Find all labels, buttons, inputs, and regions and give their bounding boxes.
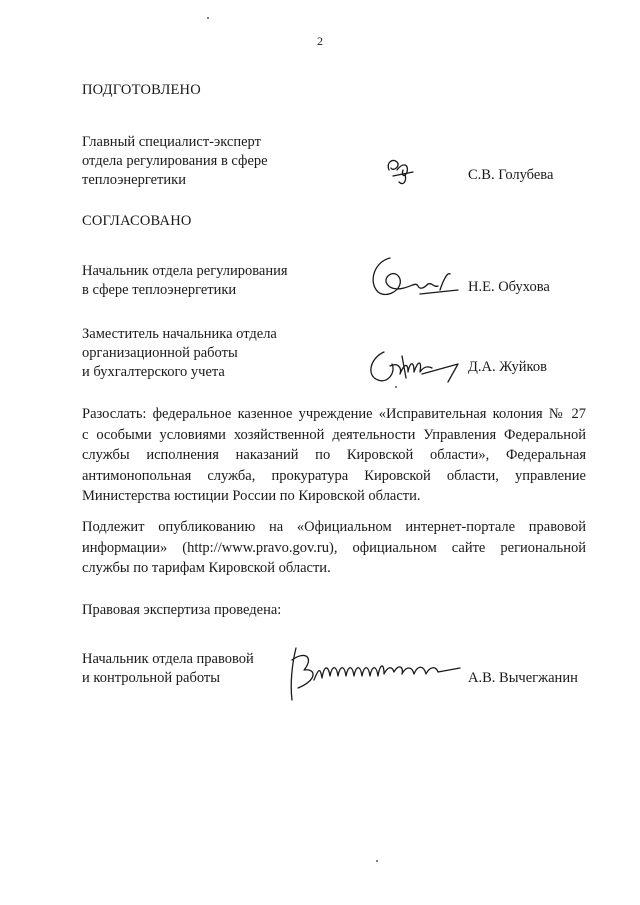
signature-golubeva	[383, 152, 423, 190]
page-number: 2	[317, 34, 323, 48]
scan-speck	[395, 386, 397, 388]
legal-review-position-line: и контрольной работы	[82, 670, 220, 686]
paragraph-line: антимонопольная служба, прокуратура Кировской области, управление	[82, 467, 586, 484]
scan-speck	[376, 860, 378, 862]
agreed-position-line: Заместитель начальника отдела	[82, 326, 277, 342]
agreed-position-line: организационной работы	[82, 345, 238, 361]
paragraph-line: службы исполнения наказаний по Кировской области», Федеральная	[82, 447, 586, 463]
legal-review-position	[82, 650, 254, 688]
scan-speck	[207, 17, 209, 19]
legal-review-text: Правовая экспертиза проведена:	[82, 602, 282, 618]
agreed-signatory-2-name: Д.А. Жуйков	[468, 359, 547, 375]
agreed-signatory-2-position	[82, 325, 277, 382]
paragraph-line: с особыми условиями хозяйственной деятельности Управления Федеральной	[82, 426, 586, 443]
agreed-position-line: Начальник отдела регулирования	[82, 263, 288, 279]
legal-review-name: А.В. Вычегжанин	[468, 670, 578, 686]
prepared-position	[82, 133, 268, 190]
prepared-position-line: теплоэнергетики	[82, 172, 186, 188]
prepared-position-line: отдела регулирования в сфере	[82, 153, 268, 169]
agreed-position-line: и бухгалтерского учета	[82, 364, 225, 380]
agreed-position-line: в сфере теплоэнергетики	[82, 282, 237, 298]
agreed-signatory-1-name: Н.Е. Обухова	[468, 279, 550, 295]
paragraph-line: информации» (http://www.pravo.gov.ru), официальном сайте региональной	[82, 539, 586, 556]
agreed-signatory-1-position	[82, 262, 288, 300]
agreed-heading: СОГЛАСОВАНО	[82, 213, 192, 229]
prepared-heading: ПОДГОТОВЛЕНО	[82, 82, 201, 98]
prepared-position-line: Главный специалист-эксперт	[82, 134, 261, 150]
paragraph-line: службы по тарифам Кировской области.	[82, 560, 331, 576]
publication-paragraph	[82, 517, 586, 579]
distribution-paragraph	[82, 404, 586, 507]
signature-zhuykov	[362, 342, 466, 388]
paragraph-line: Разослать: федеральное казенное учреждение «Исправительная колония № 27	[82, 406, 586, 422]
signature-obukhova	[360, 248, 460, 300]
paragraph-line: Подлежит опубликованию на «Официальном интернет-портале правовой	[82, 519, 586, 535]
prepared-name: С.В. Голубева	[468, 167, 554, 183]
legal-review-position-line: Начальник отдела правовой	[82, 651, 254, 667]
paragraph-line: Министерства юстиции России по Кировской области.	[82, 488, 421, 504]
signature-vychegzhanin	[284, 640, 464, 706]
